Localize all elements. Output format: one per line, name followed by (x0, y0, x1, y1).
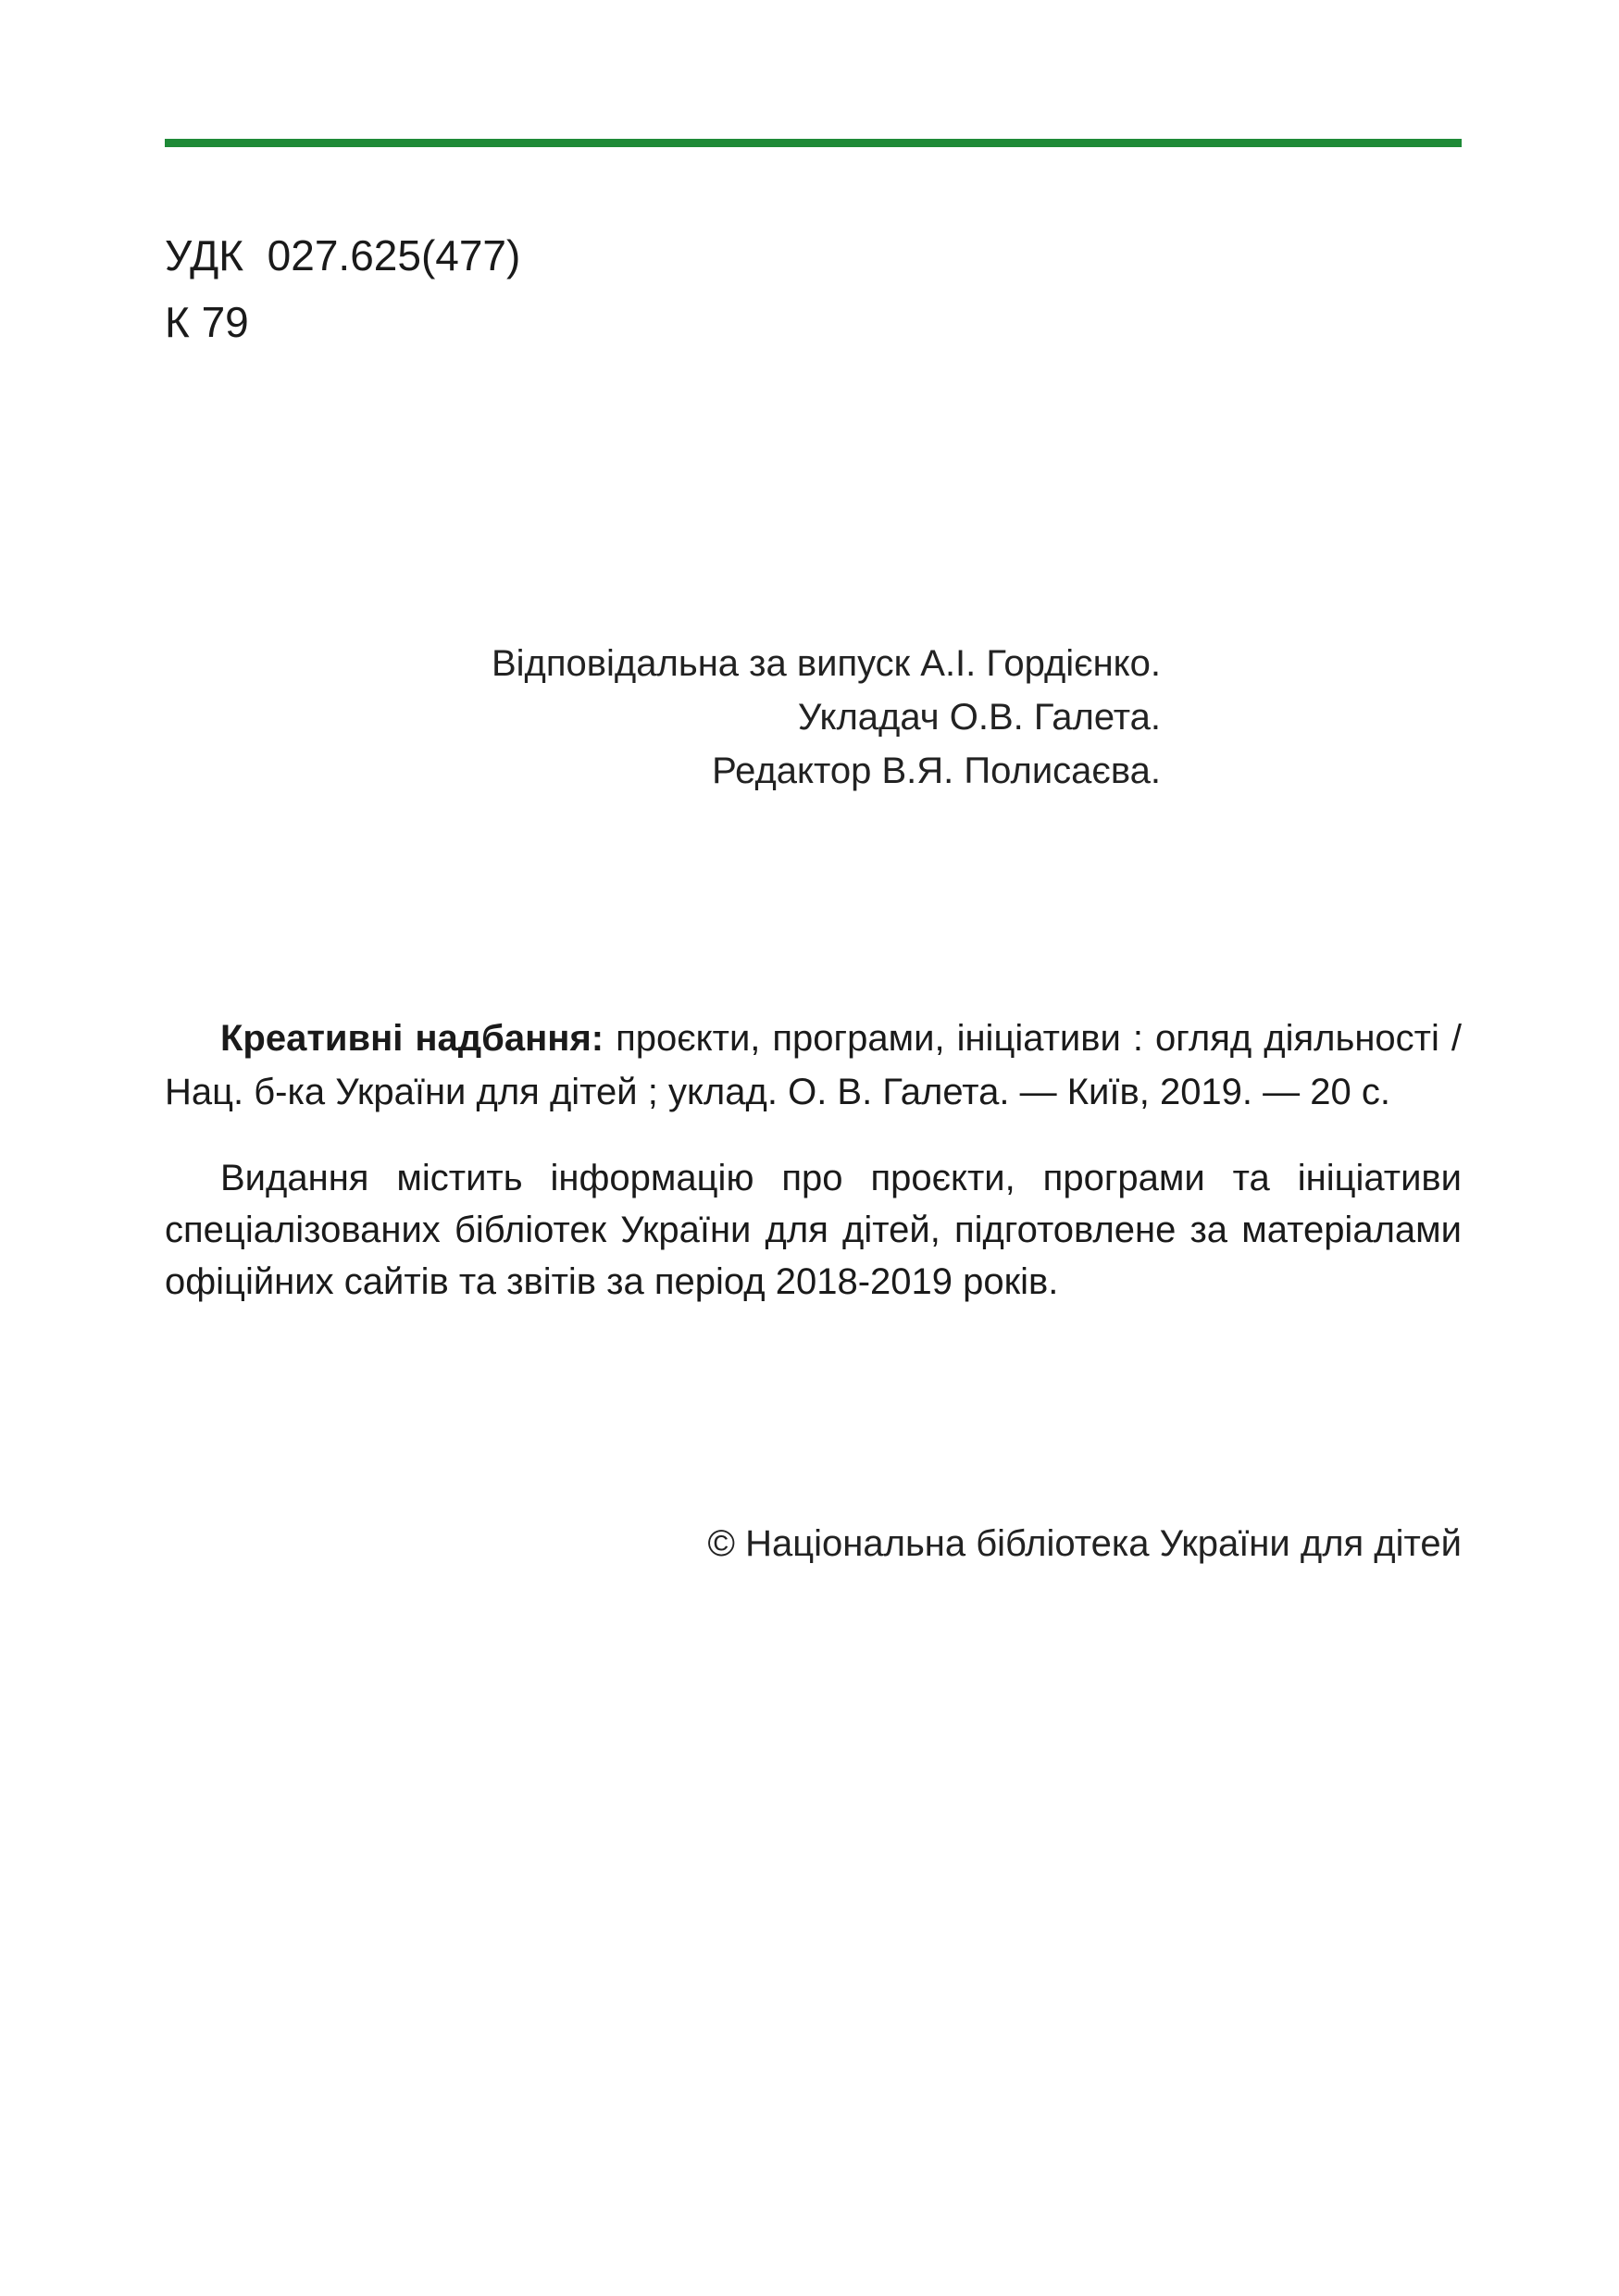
udc-block (165, 222, 520, 355)
top-green-rule (165, 139, 1462, 147)
udc-code: УДК 027.625(477) (165, 231, 521, 279)
author-mark: К 79 (165, 298, 249, 346)
bibliographic-details: проєкти, програми, ініціативи : огляд діяльності / Нац. б-ка України для дітей ; уклад. О. В. Галета. — Київ, 2019. — 20 с. (165, 1018, 1462, 1112)
credits-block (165, 637, 1161, 798)
responsible-credit: Відповідальна за випуск А.І. Гордієнко. (491, 643, 1161, 684)
publication-title: Креативні надбання: (220, 1018, 604, 1059)
annotation-paragraph: Видання містить інформацію про проєкти, програми та ініціативи спеціалізованих бібліотек України для дітей, підготовлене за матеріалами офіційних сайтів та звітів за період 2018-2019 років. (165, 1158, 1462, 1302)
compiler-credit: Укладач О.В. Галета. (797, 697, 1161, 738)
editor-credit: Редактор В.Я. Полисаєва. (712, 751, 1161, 791)
bibliographic-description (165, 1011, 1462, 1119)
copyright-line: © Національна бібліотека України для дітей (707, 1523, 1462, 1564)
